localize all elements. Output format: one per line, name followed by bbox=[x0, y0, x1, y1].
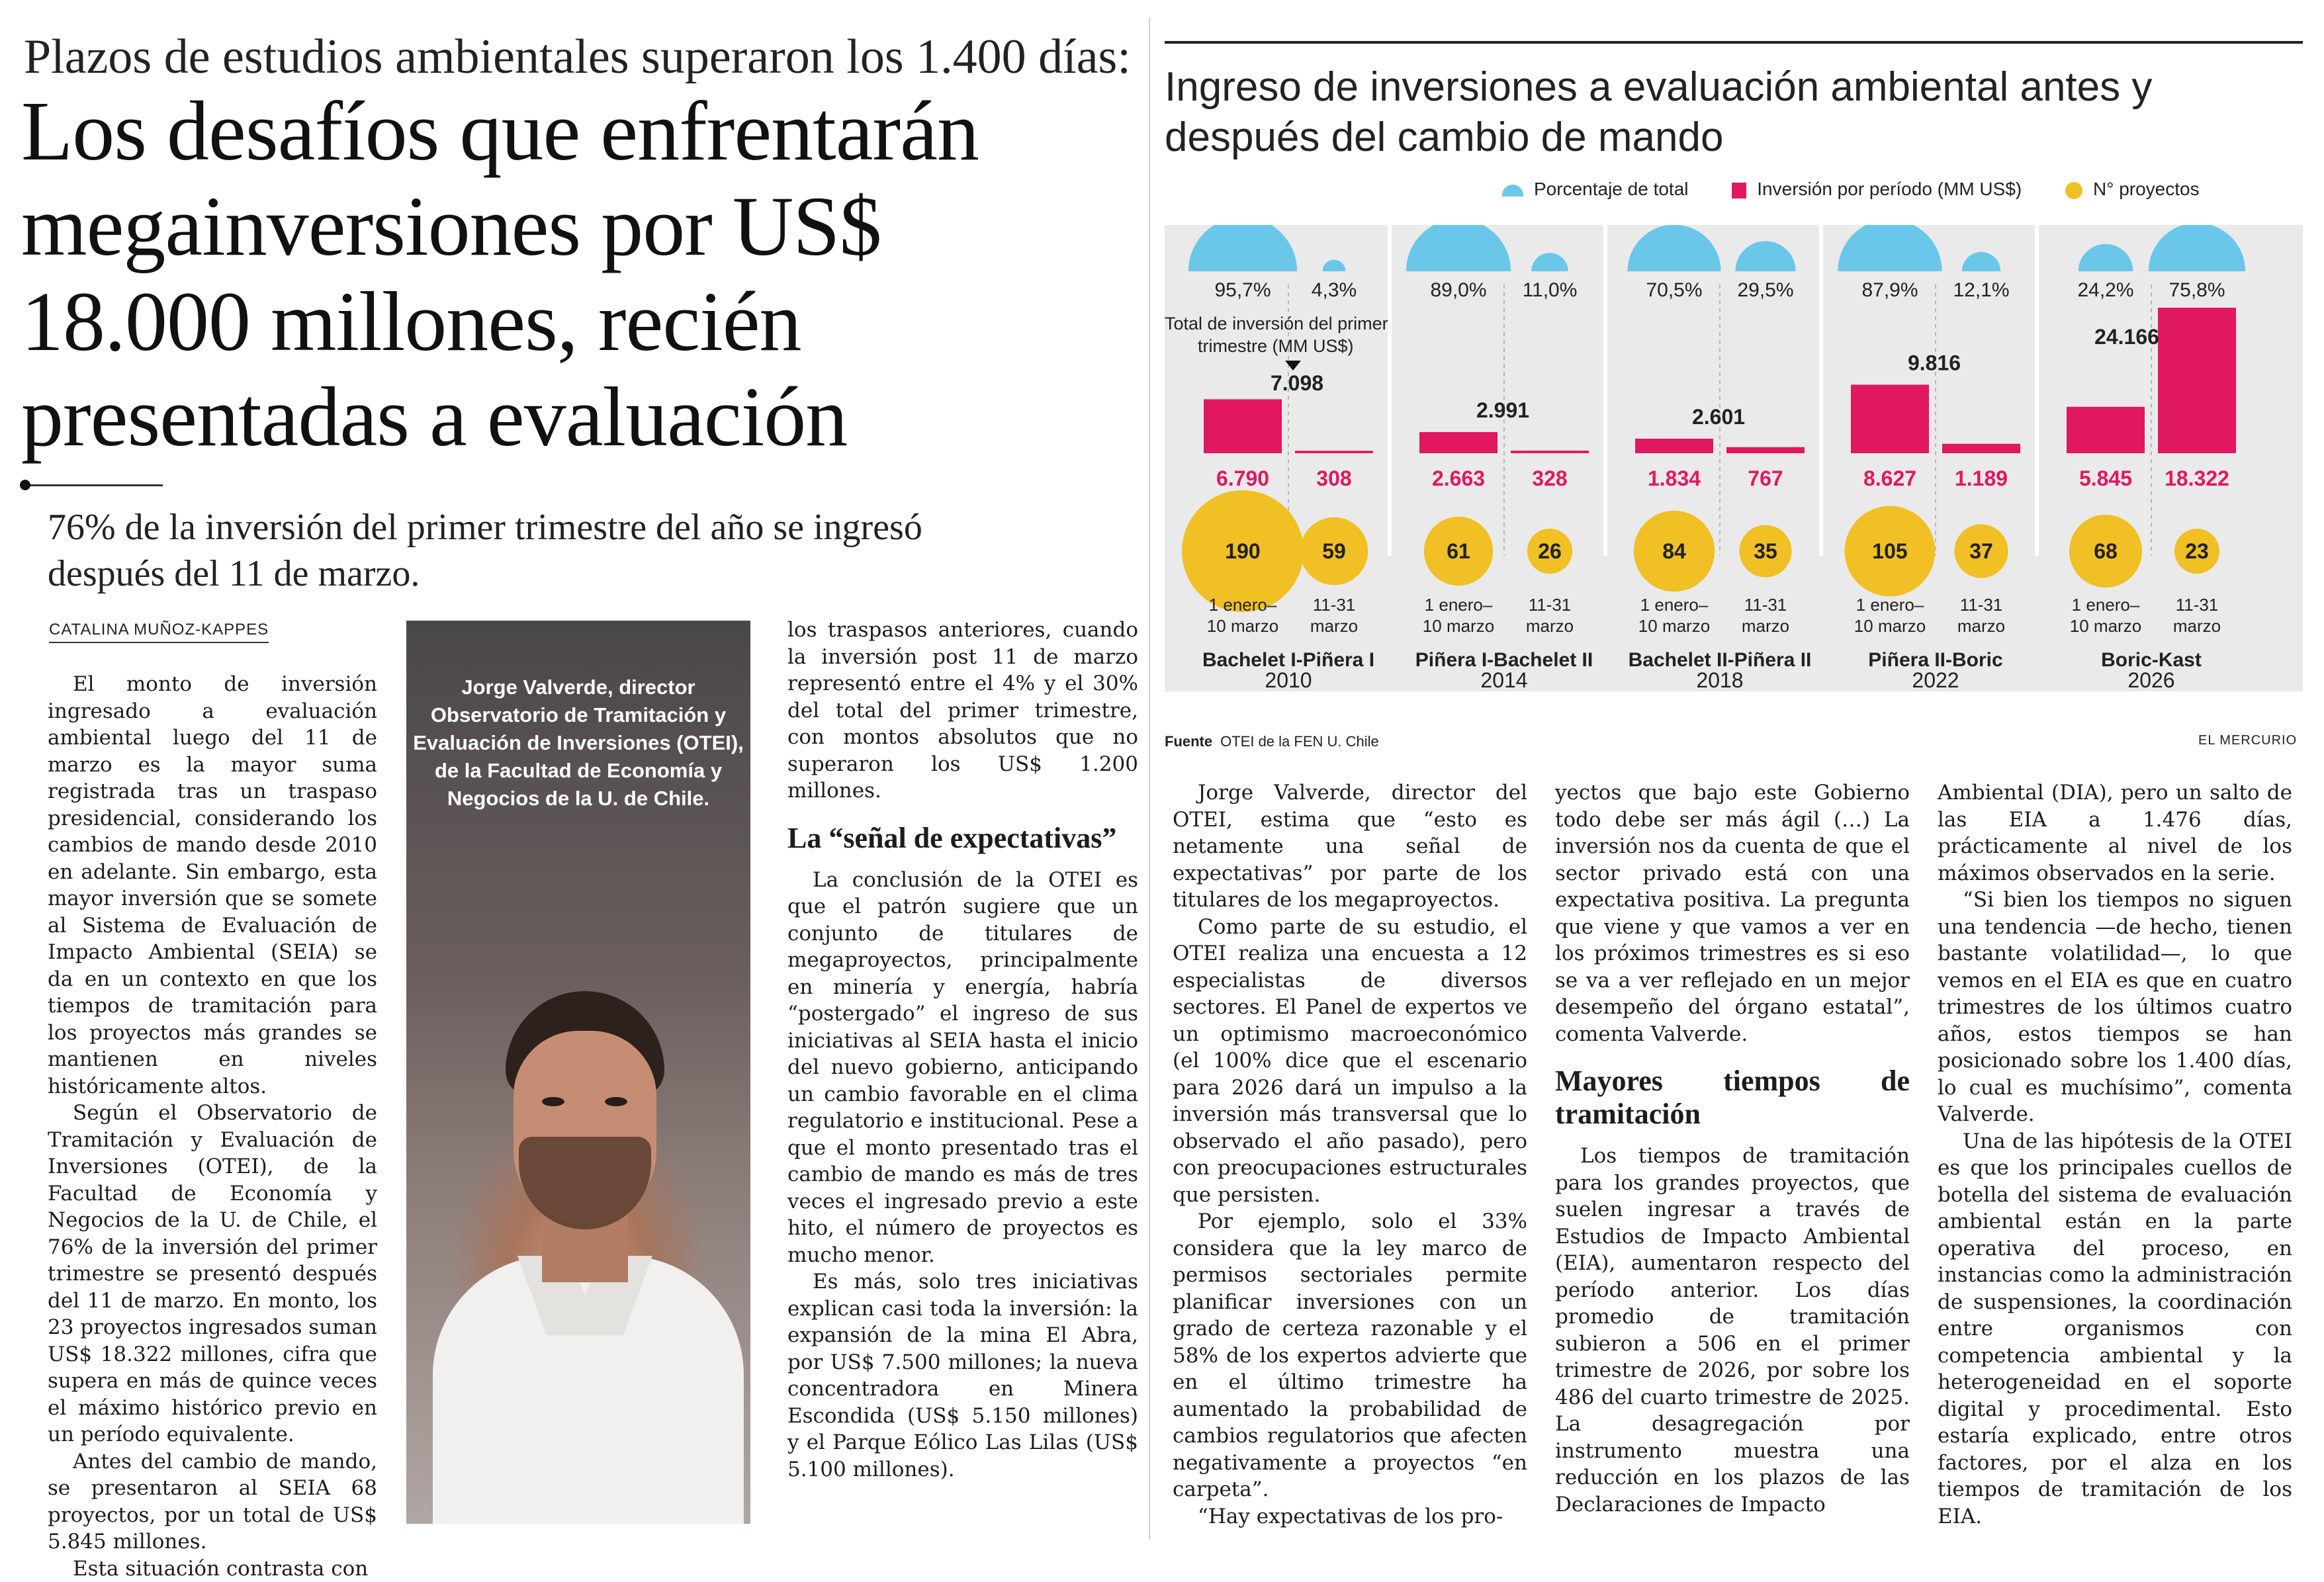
circle-legend-icon bbox=[2065, 182, 2082, 199]
period-label: 10 marzo bbox=[1638, 616, 1710, 636]
period-label: 10 marzo bbox=[1207, 616, 1278, 636]
period-label: 1 enero– bbox=[1640, 595, 1709, 615]
chart-top-rule bbox=[1165, 41, 2303, 44]
investment-label: 328 bbox=[1532, 466, 1567, 490]
legend-item-percent: Porcentaje de total bbox=[1502, 179, 1689, 200]
total-value-label: 2.991 bbox=[1476, 398, 1529, 422]
investment-label: 6.790 bbox=[1216, 466, 1269, 490]
period-group-name: Piñera I-Bachelet II bbox=[1415, 649, 1593, 671]
investment-bar bbox=[1419, 432, 1497, 453]
article-headline: Los desafíos que enfrentarán megainversiones por US$ 18.000 millones, recién presentadas a evaluación bbox=[21, 83, 1106, 464]
investment-label: 1.189 bbox=[1955, 466, 2008, 490]
paragraph: Una de las hipótesis de la OTEI es que los principales cuellos de botella del sistema de evaluación ambiental están en la parte operativa del proceso, en instancias como la administración de suspensiones, la coordinación entre organismos con competencia ambiental y la heterogeneidad en el soporte digital y procedimental. Esto estaría explicado, entre otros factores, por el alza en los tiempos de tramitación de los EIA. bbox=[1938, 1128, 2292, 1530]
projects-label: 190 bbox=[1225, 539, 1260, 563]
projects-label: 84 bbox=[1662, 539, 1686, 563]
period-label: 10 marzo bbox=[2070, 616, 2141, 636]
total-annotation: trimestre (MM US$) bbox=[1198, 336, 1354, 356]
projects-label: 23 bbox=[2185, 539, 2209, 563]
investment-bar bbox=[2067, 407, 2145, 453]
paragraph: Ambiental (DIA), pero un salto de las EIA a 1.476 días, prácticamente al nivel de los máximos observados en la serie. bbox=[1938, 779, 2292, 887]
period-label: 1 enero– bbox=[2072, 595, 2140, 615]
investment-bar bbox=[2158, 308, 2236, 453]
pointer-arrow-icon bbox=[1285, 361, 1301, 371]
legend-item-projects: N° proyectos bbox=[2065, 179, 2200, 200]
period-label: 1 enero– bbox=[1425, 595, 1493, 615]
total-value-label: 24.166 bbox=[2094, 325, 2159, 349]
percent-label: 89,0% bbox=[1430, 279, 1486, 301]
investment-chart bbox=[1165, 225, 2303, 691]
percent-label: 75,8% bbox=[2168, 279, 2225, 301]
paragraph: Jorge Valverde, director del OTEI, estima que “esto es netamente una señal de expectativas” por parte de los titulares de los megaproyectos. bbox=[1173, 779, 1527, 914]
percent-semicircle bbox=[1323, 260, 1346, 271]
paragraph: “Si bien los tiempos no siguen una tendencia —de hecho, tienen bastante volatilidad—, lo que vemos en el EIA es que en cuatro trimestres de los últimos cuatro años, estos tiempos se han posicionado sobre los 1.400 días, lo cual es muchísimo”, comenta Valverde. bbox=[1938, 887, 2292, 1128]
column-divider bbox=[1149, 17, 1150, 1539]
paragraph: Los tiempos de tramitación para los grandes proyectos, que suelen ingresar a través de Estudios de Impacto Ambiental (EIA), aumentaron respecto del período anterior. Los días promedio de tramitación subieron a 506 en el primer trimestre de 2026, por sobre los 486 del cuarto trimestre de 2025. La desagregación por instrumento muestra una reducción en los plazos de las Declaraciones de Impacto bbox=[1555, 1143, 1910, 1518]
headline-rule bbox=[24, 484, 163, 486]
eye-shape bbox=[605, 1097, 627, 1106]
investment-bar bbox=[1511, 451, 1589, 453]
period-label: 1 enero– bbox=[1209, 595, 1277, 615]
projects-label: 61 bbox=[1447, 539, 1470, 563]
total-annotation: Total de inversión del primer bbox=[1165, 314, 1388, 333]
period-group-year: 2022 bbox=[1912, 668, 1959, 691]
article-deck: 76% de la inversión del primer trimestre del año se ingresó después del 11 de marzo. bbox=[48, 504, 941, 597]
period-group-name: Bachelet I-Piñera I bbox=[1202, 649, 1374, 671]
total-value-label: 2.601 bbox=[1692, 405, 1745, 429]
period-group-name: Boric-Kast bbox=[2101, 649, 2202, 671]
paragraph: Como parte de su estudio, el OTEI realiza una encuesta a 12 especialistas de diversos sectores. El Panel de expertos ve un optimismo macroeconómico (el 100% dice que el escenario para 2026 dará un impulso a la inversión más transversal que lo observado el año pasado), pero con preocupaciones estructurales que persisten. bbox=[1173, 914, 1527, 1209]
subhead-tiempos: Mayores tiempos de tramitación bbox=[1555, 1065, 1910, 1131]
article-kicker: Plazos de estudios ambientales superaron los 1.400 días: bbox=[24, 29, 1131, 85]
investment-label: 767 bbox=[1748, 466, 1783, 490]
paragraph: yectos que bajo este Gobierno todo debe ser más ágil (…) La inversión nos da cuenta de que el sector privado está con una expectativa positiva. La pregunta que viene y que vamos a ver en los próximos trimestres es si eso se va a ver reflejado en un mejor desempeño del órgano estatal”, comenta Valverde. bbox=[1555, 779, 1910, 1047]
text-column-4 bbox=[1555, 779, 1910, 1518]
text-column-5 bbox=[1938, 779, 2292, 1530]
investment-bar bbox=[1635, 439, 1713, 453]
beard-shape bbox=[519, 1137, 651, 1229]
investment-label: 1.834 bbox=[1648, 466, 1701, 490]
text-column-2 bbox=[787, 617, 1138, 1483]
period-label: marzo bbox=[1742, 616, 1789, 636]
paragraph: Antes del cambio de mando, se presentaron al SEIA 68 proyectos, por un total de US$ 5.845 millones. bbox=[48, 1448, 377, 1556]
period-group-year: 2026 bbox=[2127, 668, 2174, 691]
period-group-year: 2018 bbox=[1696, 668, 1743, 691]
percent-semicircle bbox=[1962, 252, 2000, 271]
eye-shape bbox=[542, 1097, 564, 1106]
percent-semicircle bbox=[2149, 225, 2245, 271]
percent-semicircle bbox=[2078, 244, 2133, 271]
period-group-name: Piñera II-Boric bbox=[1868, 649, 2002, 671]
percent-semicircle bbox=[1735, 241, 1795, 271]
chart-legend bbox=[1502, 179, 2238, 200]
paragraph: “Hay expectativas de los pro- bbox=[1173, 1503, 1527, 1530]
paragraph: Es más, solo tres iniciativas explican casi toda la inversión: la expansión de la mina El Abra, por US$ 7.500 millones; la nueva concentradora en Minera Escondida (US$ 5.150 millones) y el Parque Eólico Las Lilas (US$ 5.100 millones). bbox=[787, 1268, 1138, 1483]
period-group-year: 2014 bbox=[1480, 668, 1527, 691]
investment-label: 308 bbox=[1316, 466, 1351, 490]
photo-caption: Jorge Valverde, director Observatorio de Tramitación y Evaluación de Inversiones (OTEI), de la Facultad de Economía y Negocios de la U. de Chile. bbox=[406, 674, 750, 813]
period-label: 10 marzo bbox=[1423, 616, 1494, 636]
investment-bar bbox=[1726, 447, 1805, 453]
percent-semicircle bbox=[1188, 225, 1297, 271]
paragraph: Según el Observatorio de Tramitación y Evaluación de Inversiones (OTEI), de la Facultad de Economía y Negocios de la U. de Chile, el 76% de la inversión del primer trimestre se presentó después del 11 de marzo. En monto, los 23 proyectos ingresados suman US$ 18.322 millones, cifra que supera en más de quince veces el máximo histórico previo en un período equivalente. bbox=[48, 1100, 377, 1448]
projects-label: 35 bbox=[1754, 539, 1777, 563]
projects-label: 59 bbox=[1322, 539, 1346, 563]
percent-label: 11,0% bbox=[1523, 279, 1578, 301]
chart-source: Fuente OTEI de la FEN U. Chile bbox=[1165, 733, 1379, 750]
portrait-photo bbox=[406, 621, 750, 1524]
percent-label: 24,2% bbox=[2077, 279, 2133, 301]
percent-semicircle bbox=[1627, 225, 1721, 271]
period-label: 11-31 bbox=[1313, 595, 1356, 615]
period-group-year: 2010 bbox=[1265, 668, 1312, 691]
percent-label: 12,1% bbox=[1953, 279, 2009, 301]
total-value-label: 9.816 bbox=[1908, 351, 1961, 374]
period-group-name: Bachelet II-Piñera II bbox=[1629, 649, 1812, 671]
total-value-label: 7.098 bbox=[1271, 371, 1323, 395]
legend-item-investment: Inversión por período (MM US$) bbox=[1732, 179, 2022, 200]
percent-label: 95,7% bbox=[1214, 279, 1271, 301]
investment-bar bbox=[1204, 399, 1282, 453]
projects-label: 105 bbox=[1872, 539, 1907, 563]
period-label: 1 enero– bbox=[1856, 595, 1924, 615]
subhead-expectativas: La “señal de expectativas” bbox=[787, 822, 1138, 855]
paragraph: El monto de inversión ingresado a evaluación ambiental luego del 11 de marzo es la mayor suma registrada tras un traspaso presidencial, considerando los cambios de mando desde 2010 en adelante. Sin embargo, esta mayor inversión que se somete al Sistema de Evaluación de Impacto Ambiental (SEIA) se da en un contexto en que los tiempos de tramitación para los proyectos más grandes se mantienen en niveles históricamente altos. bbox=[48, 671, 377, 1100]
period-label: marzo bbox=[1957, 616, 2005, 636]
percent-semicircle bbox=[1838, 225, 1942, 271]
projects-label: 37 bbox=[1969, 539, 1993, 563]
paragraph: Por ejemplo, solo el 33% considera que la ley marco de permisos sectoriales permite planificar inversiones con un grado de certeza razonable y el 58% de los expertos advierte que en el último trimestre ha aumentado la probabilidad de cambios regulatorios que afecten negativamente a proyectos “en carpeta”. bbox=[1173, 1208, 1527, 1503]
projects-label: 26 bbox=[1538, 539, 1562, 563]
period-label: marzo bbox=[1310, 616, 1358, 636]
text-column-3 bbox=[1173, 779, 1527, 1530]
percent-label: 87,9% bbox=[1861, 279, 1918, 301]
text-column-1 bbox=[48, 671, 377, 1582]
percent-label: 29,5% bbox=[1737, 279, 1793, 301]
investment-bar bbox=[1942, 444, 2020, 453]
paragraph: La conclusión de la OTEI es que el patrón sugiere que un conjunto de titulares de megaproyectos, principalmente en minería y energía, habría “postergado” el ingreso de sus iniciativas al SEIA hasta el inicio del nuevo gobierno, anticipando un cambio favorable en el clima regulatorio e institucional. Pese a que el monto presentado tras el cambio de mando es más de tres veces el ingresado previo a este hito, el número de proyectos es mucho menor. bbox=[787, 867, 1138, 1269]
investment-label: 5.845 bbox=[2079, 466, 2132, 490]
investment-label: 8.627 bbox=[1863, 466, 1916, 490]
period-label: 11-31 bbox=[1529, 595, 1572, 615]
projects-label: 68 bbox=[2094, 539, 2118, 563]
investment-label: 2.663 bbox=[1432, 466, 1485, 490]
paragraph: los traspasos anteriores, cuando la inversión post 11 de marzo representó entre el 4% y el 30% del total del primer trimestre, con montos absolutos que no superaron los US$ 1.200 millones. bbox=[787, 617, 1138, 805]
paragraph: Esta situación contrasta con bbox=[48, 1556, 377, 1582]
investment-bar bbox=[1295, 451, 1373, 453]
period-label: 11-31 bbox=[1960, 595, 2003, 615]
period-label: marzo bbox=[2173, 616, 2221, 636]
percent-label: 4,3% bbox=[1312, 279, 1357, 301]
semicircle-legend-icon bbox=[1502, 185, 1523, 197]
bar-legend-icon bbox=[1732, 183, 1746, 198]
period-label: 10 marzo bbox=[1854, 616, 1926, 636]
byline: CATALINA MUÑOZ-KAPPES bbox=[49, 621, 269, 643]
percent-semicircle bbox=[1406, 225, 1511, 271]
percent-semicircle bbox=[1531, 253, 1568, 271]
investment-bar bbox=[1851, 384, 1929, 453]
publisher-brand: EL MERCURIO bbox=[2198, 733, 2297, 748]
period-label: 11-31 bbox=[2176, 595, 2219, 615]
period-label: marzo bbox=[1526, 616, 1574, 636]
investment-label: 18.322 bbox=[2165, 466, 2229, 490]
percent-label: 70,5% bbox=[1646, 279, 1702, 301]
period-label: 11-31 bbox=[1744, 595, 1787, 615]
chart-title: Ingreso de inversiones a evaluación ambiental antes y después del cambio de mando bbox=[1165, 62, 2223, 163]
